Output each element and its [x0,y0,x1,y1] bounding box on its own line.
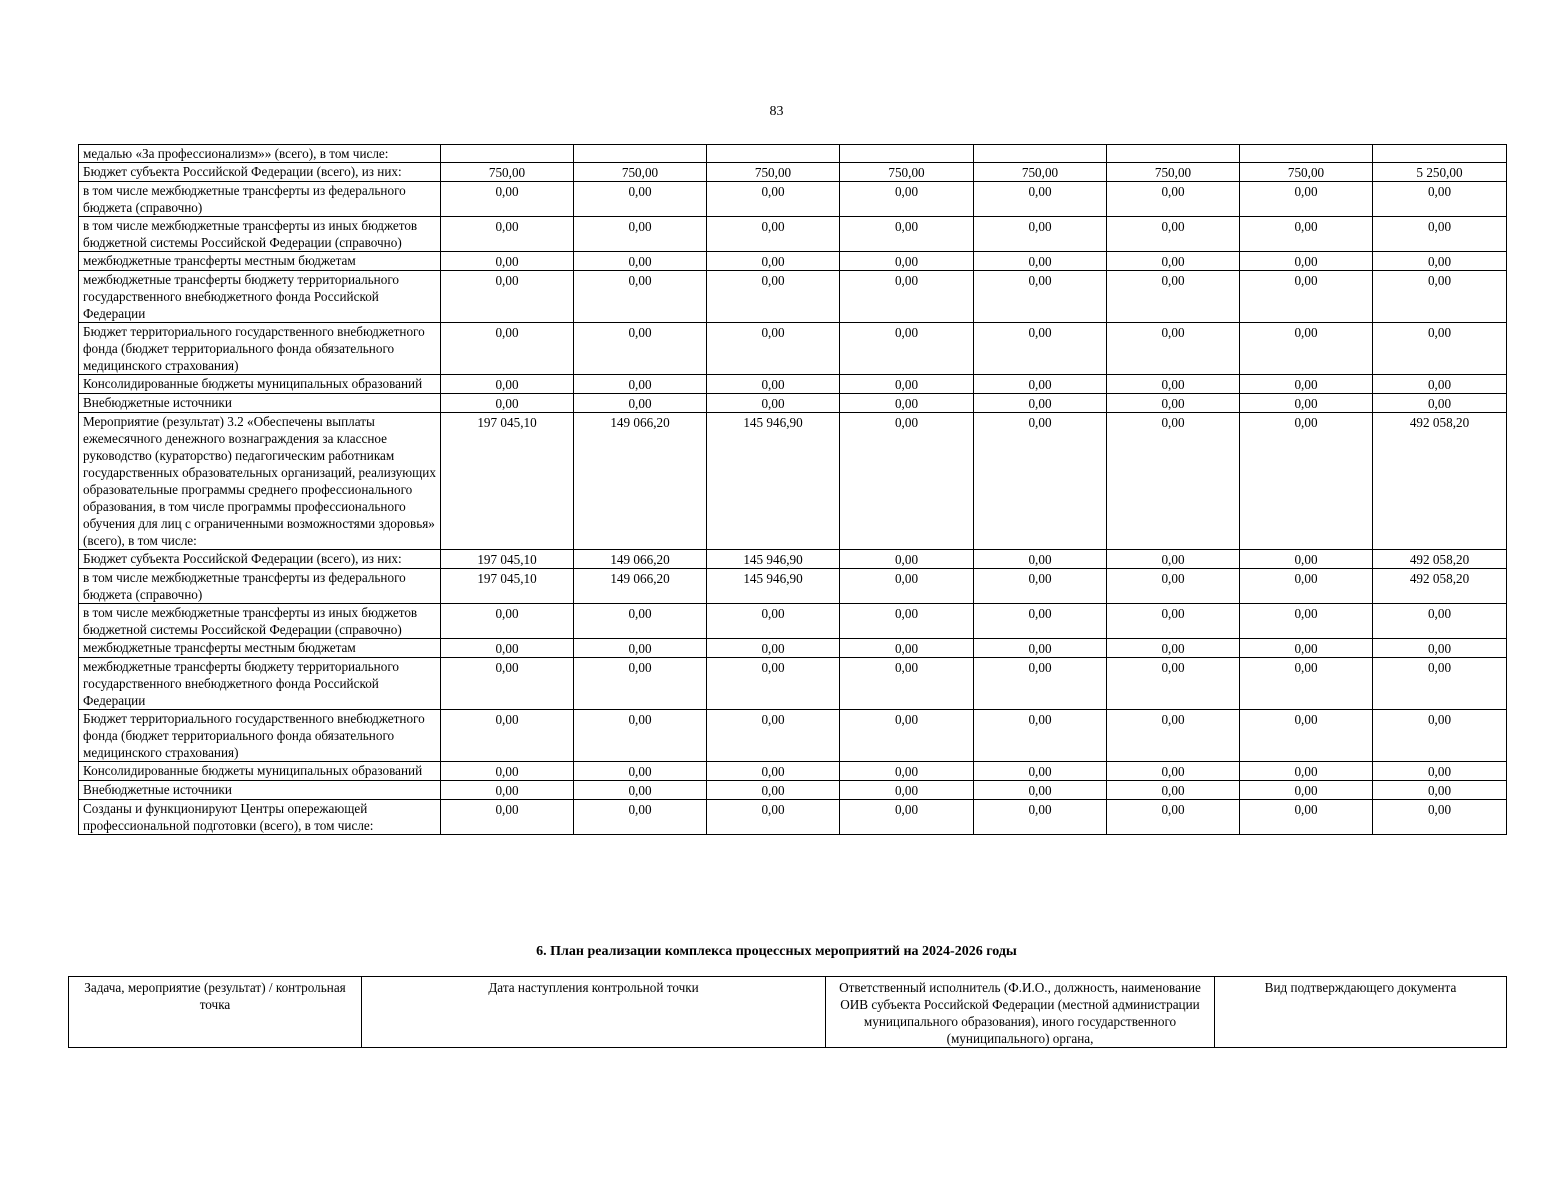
row-total: 0,00 [1373,323,1507,375]
row-total: 5 250,00 [1373,163,1507,182]
row-value: 0,00 [707,710,840,762]
row-value: 0,00 [1240,781,1373,800]
row-value [707,145,840,163]
row-value: 0,00 [574,781,707,800]
row-value: 0,00 [1240,800,1373,835]
row-label: в том числе межбюджетные трансферты из федерального бюджета (справочно) [79,569,441,604]
row-value: 0,00 [840,639,974,658]
row-value: 0,00 [1107,323,1240,375]
section-title: 6. План реализации комплекса процессных мероприятий на 2024-2026 годы [536,944,1017,959]
row-value: 0,00 [441,762,574,781]
row-value: 0,00 [974,639,1107,658]
row-value: 0,00 [574,710,707,762]
row-label: медалью «За профессионализм»» (всего), в том числе: [79,145,441,163]
row-value: 0,00 [441,271,574,323]
row-value: 0,00 [707,658,840,710]
table-row [79,145,1507,163]
row-value: 0,00 [974,182,1107,217]
table-row [79,781,1507,800]
plan-header-row [69,977,1507,1048]
row-value: 0,00 [974,604,1107,639]
row-label: Внебюджетные источники [79,394,441,413]
table-row [79,163,1507,182]
row-value: 197 045,10 [441,550,574,569]
row-value: 0,00 [974,710,1107,762]
row-value [574,145,707,163]
row-value [1107,145,1240,163]
row-value: 0,00 [1107,604,1240,639]
row-label: межбюджетные трансферты местным бюджетам [79,639,441,658]
row-total: 0,00 [1373,394,1507,413]
row-value: 0,00 [574,271,707,323]
plan-header-table [68,976,1507,1048]
row-value: 0,00 [974,271,1107,323]
row-value: 0,00 [574,252,707,271]
row-total: 0,00 [1373,800,1507,835]
row-value: 750,00 [574,163,707,182]
row-value [441,145,574,163]
row-value: 0,00 [1240,762,1373,781]
row-value: 0,00 [707,762,840,781]
row-value: 0,00 [441,394,574,413]
row-total: 0,00 [1373,271,1507,323]
row-value: 0,00 [840,271,974,323]
row-total: 492 058,20 [1373,569,1507,604]
row-value: 0,00 [974,217,1107,252]
row-value: 0,00 [1240,394,1373,413]
row-value: 0,00 [574,639,707,658]
row-label: в том числе межбюджетные трансферты из федерального бюджета (справочно) [79,182,441,217]
row-value: 0,00 [441,217,574,252]
row-total: 0,00 [1373,217,1507,252]
table-row [79,569,1507,604]
row-label: межбюджетные трансферты бюджету территориального государственного внебюджетного фонда Российской Федерации [79,271,441,323]
row-value: 0,00 [707,394,840,413]
table-row [79,375,1507,394]
row-value [1240,145,1373,163]
page-number: 83 [769,104,784,119]
row-total: 0,00 [1373,604,1507,639]
row-value: 0,00 [840,604,974,639]
row-value: 750,00 [707,163,840,182]
row-value: 0,00 [840,550,974,569]
row-value: 0,00 [974,658,1107,710]
row-label: Внебюджетные источники [79,781,441,800]
table-row [79,639,1507,658]
row-value: 0,00 [1240,413,1373,550]
row-label: Созданы и функционируют Центры опережающей профессиональной подготовки (всего), в том числе: [79,800,441,835]
row-value: 0,00 [707,323,840,375]
row-total: 0,00 [1373,639,1507,658]
row-value: 0,00 [1107,271,1240,323]
row-value: 0,00 [1107,639,1240,658]
row-value: 0,00 [441,323,574,375]
table-row [79,252,1507,271]
row-value: 0,00 [840,658,974,710]
row-value: 0,00 [1107,800,1240,835]
row-value: 0,00 [707,375,840,394]
row-value: 0,00 [840,252,974,271]
row-value: 0,00 [974,394,1107,413]
header-responsible: Ответственный исполнитель (Ф.И.О., должность, наименование ОИВ субъекта Российской Федерации (местной администрации муниципального образования), иного государственного (муниципального) органа, [826,977,1215,1048]
row-value: 0,00 [1107,217,1240,252]
row-value: 0,00 [1107,569,1240,604]
row-value: 0,00 [574,658,707,710]
row-value: 0,00 [840,394,974,413]
row-value: 0,00 [574,182,707,217]
row-value: 0,00 [840,800,974,835]
row-value: 0,00 [1240,658,1373,710]
row-label: Мероприятие (результат) 3.2 «Обеспечены выплаты ежемесячного денежного вознаграждения за классное руководство (кураторство) педагогическим работникам государственных образовательных организаций, реализующих образовательные программы среднего профессионального образования, в том числе программы профессионального обучения для лиц с ограниченными возможностями здоровья» (всего), в том числе: [79,413,441,550]
row-value: 0,00 [1240,375,1373,394]
header-document-type: Вид подтверждающего документа [1215,977,1507,1048]
row-value: 0,00 [1240,639,1373,658]
row-value: 0,00 [1107,550,1240,569]
row-value: 750,00 [840,163,974,182]
row-value: 145 946,90 [707,550,840,569]
row-value: 149 066,20 [574,413,707,550]
row-value: 0,00 [707,271,840,323]
row-label: Бюджет субъекта Российской Федерации (всего), из них: [79,163,441,182]
row-label: межбюджетные трансферты бюджету территориального государственного внебюджетного фонда Российской Федерации [79,658,441,710]
row-value: 0,00 [574,323,707,375]
row-value: 0,00 [1107,375,1240,394]
table-row [79,604,1507,639]
table-row [79,413,1507,550]
row-value: 0,00 [707,252,840,271]
table-row [79,182,1507,217]
row-value: 197 045,10 [441,569,574,604]
row-label: Бюджет субъекта Российской Федерации (всего), из них: [79,550,441,569]
row-value: 0,00 [441,658,574,710]
table-row [79,800,1507,835]
row-value: 0,00 [840,182,974,217]
row-value: 0,00 [707,182,840,217]
row-value: 0,00 [1107,413,1240,550]
row-value: 0,00 [840,762,974,781]
row-label: Бюджет территориального государственного внебюджетного фонда (бюджет территориального фонда обязательного медицинского страхования) [79,323,441,375]
row-value: 149 066,20 [574,550,707,569]
row-value: 0,00 [707,781,840,800]
table-row [79,271,1507,323]
row-value: 0,00 [974,323,1107,375]
row-value: 0,00 [974,413,1107,550]
row-value [840,145,974,163]
row-value: 0,00 [441,604,574,639]
table-row [79,762,1507,781]
row-value [974,145,1107,163]
row-value: 0,00 [441,252,574,271]
row-value: 0,00 [974,252,1107,271]
row-value: 0,00 [574,762,707,781]
row-value: 0,00 [840,375,974,394]
row-label: Консолидированные бюджеты муниципальных образований [79,762,441,781]
row-label: Консолидированные бюджеты муниципальных образований [79,375,441,394]
row-label: в том числе межбюджетные трансферты из иных бюджетов бюджетной системы Российской Федерации (справочно) [79,604,441,639]
row-total [1373,145,1507,163]
table-row [79,323,1507,375]
row-value: 0,00 [574,800,707,835]
row-value: 0,00 [1240,710,1373,762]
row-label: Бюджет территориального государственного внебюджетного фонда (бюджет территориального фонда обязательного медицинского страхования) [79,710,441,762]
row-value: 0,00 [1107,252,1240,271]
row-value: 0,00 [1240,323,1373,375]
table-row [79,550,1507,569]
row-value: 197 045,10 [441,413,574,550]
row-value: 145 946,90 [707,413,840,550]
row-value: 0,00 [974,569,1107,604]
table-row [79,658,1507,710]
row-total: 0,00 [1373,252,1507,271]
row-value: 750,00 [974,163,1107,182]
row-total: 0,00 [1373,762,1507,781]
row-value: 0,00 [974,375,1107,394]
row-value: 0,00 [1240,604,1373,639]
row-value: 0,00 [840,569,974,604]
row-value: 0,00 [707,639,840,658]
table-row [79,710,1507,762]
row-value: 750,00 [441,163,574,182]
row-value: 0,00 [707,604,840,639]
row-value: 0,00 [1240,550,1373,569]
row-value: 0,00 [574,217,707,252]
row-total: 492 058,20 [1373,550,1507,569]
row-total: 0,00 [1373,710,1507,762]
row-value: 149 066,20 [574,569,707,604]
table-row [79,217,1507,252]
row-value: 0,00 [840,781,974,800]
table-row [79,394,1507,413]
row-value: 0,00 [1240,182,1373,217]
row-value: 0,00 [441,710,574,762]
row-value: 0,00 [974,762,1107,781]
row-value: 0,00 [974,800,1107,835]
row-value: 0,00 [707,217,840,252]
row-value: 0,00 [974,550,1107,569]
row-value: 0,00 [840,413,974,550]
row-value: 0,00 [974,781,1107,800]
header-date: Дата наступления контрольной точки [362,977,826,1048]
row-value: 0,00 [1107,781,1240,800]
row-value: 0,00 [707,800,840,835]
row-value: 0,00 [1240,569,1373,604]
row-value: 0,00 [441,800,574,835]
row-value: 145 946,90 [707,569,840,604]
row-total: 0,00 [1373,182,1507,217]
row-value: 0,00 [574,375,707,394]
row-value: 0,00 [840,323,974,375]
row-value: 0,00 [574,394,707,413]
row-value: 0,00 [1240,271,1373,323]
row-value: 0,00 [441,182,574,217]
row-value: 0,00 [1107,710,1240,762]
header-task: Задача, мероприятие (результат) / контрольная точка [69,977,362,1048]
row-total: 0,00 [1373,781,1507,800]
row-value: 750,00 [1107,163,1240,182]
row-value: 0,00 [1240,252,1373,271]
row-value: 0,00 [441,375,574,394]
budget-table [78,144,1507,835]
row-value: 750,00 [1240,163,1373,182]
row-value: 0,00 [441,781,574,800]
row-total: 0,00 [1373,375,1507,394]
row-value: 0,00 [840,710,974,762]
row-value: 0,00 [574,604,707,639]
row-value: 0,00 [1107,394,1240,413]
row-label: межбюджетные трансферты местным бюджетам [79,252,441,271]
row-value: 0,00 [441,639,574,658]
row-label: в том числе межбюджетные трансферты из иных бюджетов бюджетной системы Российской Федерации (справочно) [79,217,441,252]
row-value: 0,00 [1107,182,1240,217]
row-total: 0,00 [1373,658,1507,710]
row-total: 492 058,20 [1373,413,1507,550]
row-value: 0,00 [1240,217,1373,252]
row-value: 0,00 [1107,658,1240,710]
row-value: 0,00 [1107,762,1240,781]
row-value: 0,00 [840,217,974,252]
